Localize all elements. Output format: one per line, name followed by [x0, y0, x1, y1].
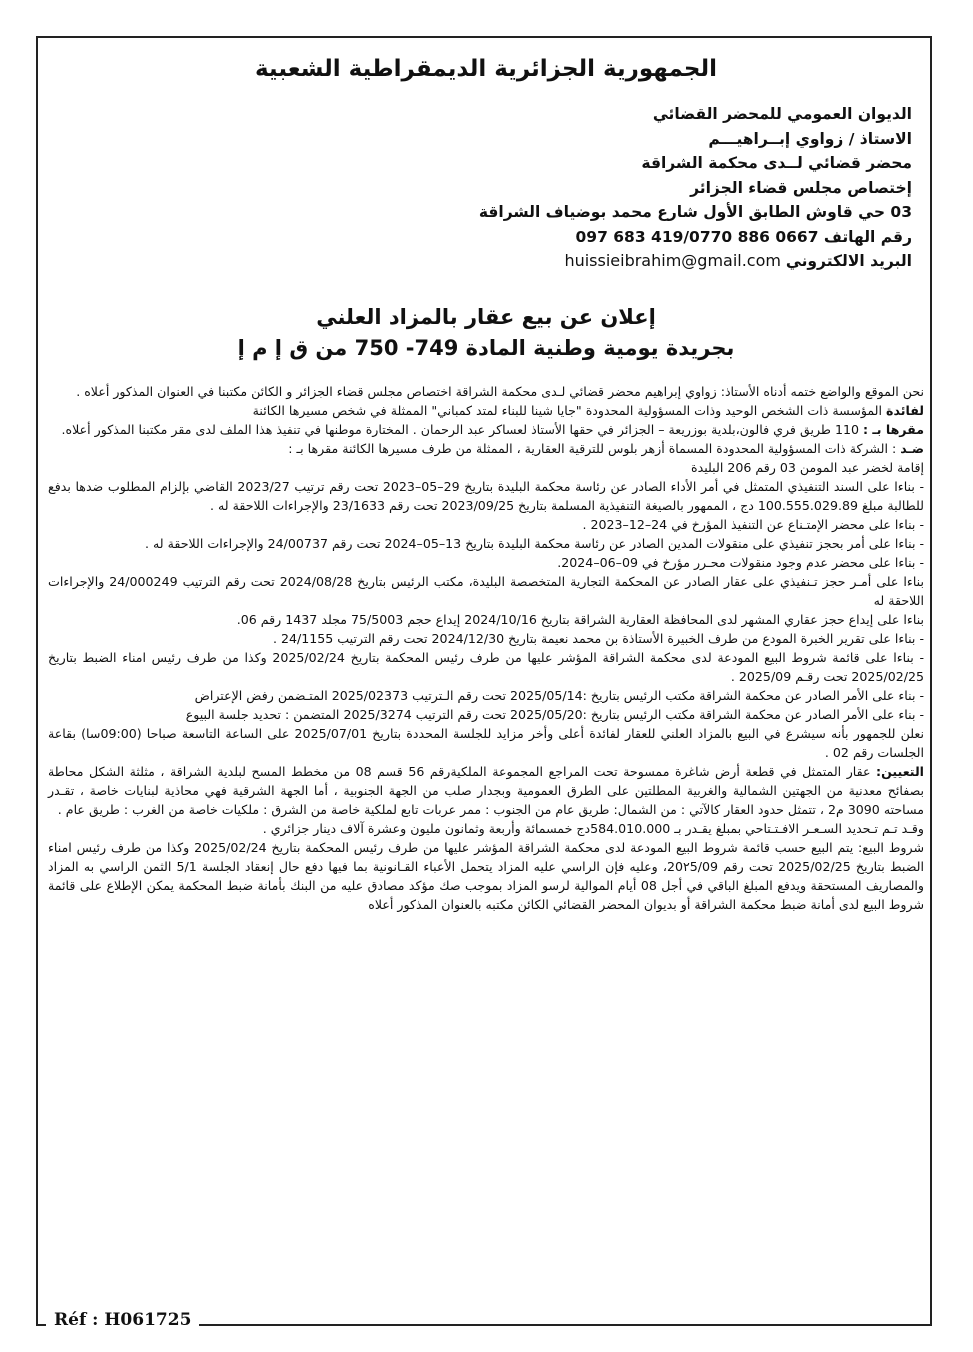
- republic-heading: الجمهورية الجزائرية الديمقراطية الشعبية: [254, 56, 718, 82]
- against-address: إقامة لخضر عبد المومن 03 رقم 206 البليدة: [691, 459, 924, 475]
- auction-announcement: نعلن للجمهور بأنه سيشرع في البيع بالمزاد العلني للعقار لفائدة أعلى وأخر مزايد للجلسة المحددة بتاريخ 2025/07/01 على الساعة التاسعة صباحا (09:00سا) بقاعة الجلسات رقم 02 .: [48, 725, 924, 760]
- designation-text: عقار المتمثل في قطعة أرض شاغرة ممسوحة تحت المراجع المجموعة الملكيةرقم 56 قسم 08 من مخطط المسح لبلدية الشراقة ، مثلثة الشكل محاطة بصفائح معدنية من الجهتين الشمالية والغربية المطلتين على الطرق العمومية وبجدار صلب من الجهة الجنوبية ، أما الجهة الشرقية فهي محاذية لبنايات خاصة ، تقـدر مساحته 3090 م2 ، تتمثل حدود العقار كالآتي : من الشمال: طريق عام من الجنوب : ممر عربات تابع لملكية خاصة من الشرق : ملكيات خاصة من الغرب : طريق عام .: [48, 763, 924, 817]
- legal-basis-item: - بناءا على تقرير الخبرة المودع من طرف الخبيرة الأستاذة بن محمد نعيمة بتاريخ 2024/12/30 تحت رقم الترتيب 24/1155 .: [272, 630, 924, 646]
- title-line-2: بجريدة يومية وطنية المادة 749- 750 من ق إ م إ: [237, 335, 735, 360]
- legal-basis-item: - بناء على الأمر الصادر عن محكمة الشراقة مكتب الرئيس بتاريخ :2025/05/14 تحت رقم الـترتيب 2025/02373 المتـضمن رفض الإعتراض: [194, 687, 924, 703]
- phone-line: [44, 225, 912, 250]
- email-label: البريد الالكتروني: [785, 252, 912, 270]
- office-address: 03 حي قاوش الطابق الأول شارع محمد بوضياف الشراقة: [478, 203, 912, 221]
- court-name: محضر قضائي لــدى محكمة الشراقة: [641, 154, 912, 172]
- legal-basis-item: - بناءا على السند التنفيذي المتمثل في أمر الأداء الصادر عن رئاسة محكمة البليدة بتاريخ 29–05–2023 تحت رقم ترتيب 2023/27 القاضي بإلزام المطلوب ضدها بدفع للطالبة مبلغ 100.555.029.89 دج ، الممهور بالصيغة التنفيذية المسلمة بتاريخ 2023/09/25 تحت رقم 23/1633 والإجراءات اللاحقة له .: [48, 478, 925, 513]
- notice-title: [44, 302, 928, 364]
- bailiff-header: [44, 102, 928, 274]
- headquarters-paragraph: [48, 420, 924, 439]
- opening-price: وقـد تـم تـحديد السـعـر الافـتـتاحي بمبلغ يقـدر بـ 584.010.000دج خمسمائة وأربعة وثمانون مليون وعشرة آلاف دينار جزائري .: [262, 820, 924, 836]
- legal-basis-item: - بناءا على محضر عدم وجود منقولات محـرر مؤرخ في 09–06–2024.: [557, 554, 924, 570]
- notice-body: [44, 382, 928, 914]
- beneficiary-text: المؤسسة ذات الشخص الوحيد وذات المسؤولية المحدودة "جايا شينا للبناء لمتد كمباني" الممثلة في شخص مسيرها الكائنة: [252, 402, 887, 418]
- designation-paragraph: [48, 762, 924, 819]
- reference-code: Réf : H061725: [46, 1310, 199, 1330]
- legal-basis-item: - بناء على الأمر الصادر عن محكمة الشراقة مكتب الرئيس بتاريخ :2025/05/20 تحت رقم الترتيب 2025/3274 المتضمن : تحديد جلسة البيوع: [185, 706, 924, 722]
- email-address: huissieibrahim@gmail.com: [564, 251, 781, 270]
- bailiff-name: الاستاذ / زواوي إبــراهيـــم: [708, 129, 912, 148]
- title-line-1: إعلان عن بيع عقار بالمزاد العلني: [316, 304, 656, 329]
- sale-terms: شروط البيع: يتم البيع حسب قائمة شروط البيع المودعة لدى محكمة الشراقة المؤشر عليها من طرف رئيس المحكمة بتاريخ 2025/02/24 وكذا من طرف رئيس امناء الضبط بتاريخ 2025/02/25 تحت رقم 20٢5/09، وعليه فإن الراسي عليه المزاد يتحمل الأعباء القـانونية بما فيها دفع حال إنعقاد الجلسة 5/1 الثمن الراسي به المزاد والمصاريف المستحقة ويدفع المبلغ الباقي في أجل 08 أيام الموالية لرسو المزاد بموجب صك مؤكد مصادق عليه من البنك بأمانة ضبط المحكمة يمكن الإطلاع على قائمة شروط البيع لدى أمانة ضبط محكمة الشراقة أو بديوان المحضر القضائي الكائن مكتبه بالعنوان المذكور أعلاه: [48, 839, 925, 912]
- against-text: : الشركة ذات المسؤولية المحدودة المسماة أزهر بلوس للترقية العقارية ، الممثلة من طرف مسيرها الكائنة مقرها بـ :: [288, 440, 901, 456]
- beneficiary-label: لفائدة: [886, 402, 924, 418]
- email-line: [44, 249, 912, 274]
- legal-basis-item: - بناءا على قائمة شروط البيع المودعة لدى محكمة الشراقة المؤشر عليها من طرف رئيس المحكمة بتاريخ 2025/02/24 وكذا من طرف رئيس امناء الضبط بتاريخ 2025/02/25 تحت رقـم 2025/09 .: [48, 649, 924, 684]
- jurisdiction: إختصاص مجلس قضاء الجزائر: [690, 178, 912, 197]
- against-paragraph: [48, 439, 924, 458]
- beneficiary-paragraph: [48, 401, 924, 420]
- legal-basis-item: بناءا على إيداع حجز عقاري المشهر لدى المحافظة العقارية الشراقة بتاريخ 2024/10/16 إيداع حجم 75/5003 مجلد 1437 رقم 06.: [236, 611, 924, 627]
- office-name: الديوان العمومي للمحضر القضائي: [652, 105, 912, 123]
- phone-number: 0667 886 419/0770 683 097: [575, 227, 819, 246]
- intro-paragraph: نحن الموقع والواضع ختمه أدناه الأستاذ: زواوي إبراهيم محضر قضائي لـدى محكمة الشراقة اختصاص مجلس قضاء الجزائر و الكائن مكتبنا في العنوان المذكور أعلاه .: [76, 383, 924, 399]
- headquarters-label: مقرها بـ :: [863, 421, 924, 437]
- designation-label: التعيين:: [876, 763, 924, 779]
- legal-notice: [44, 56, 928, 914]
- legal-basis-item: - بناءا على محضر الإمتـناع عن التنفيذ المؤرخ في 24–12–2023 .: [582, 516, 924, 532]
- legal-basis-item: - بناءا على أمر بحجز تنفيذي على منقولات المدين الصادر عن رئاسة محكمة البليدة بتاريخ 13–05–2024 تحت رقم 24/00737 والإجراءات اللاحقة له .: [145, 535, 924, 551]
- headquarters-text: 110 طريق فري فالون،بلدية بوزريعة – الجزائر في حقها الأستاذ لعساكر عبد الرحمان . المختارة موطنها في تنفيذ هذا الملف لدى مقر مكتبنا المذكور أعلاه.: [61, 421, 863, 437]
- legal-basis-item: بناءا على أمـر حجز تـنفيذي على عقار الصادر عن المحكمة التجارية المتخصصة البليدة، مكتب الرئيس بتاريخ 2024/08/28 تحت رقم الترتيب 24/000249 والإجراءات اللاحقة له: [48, 573, 924, 608]
- against-label: ضـد: [900, 440, 924, 456]
- phone-label: رقم الهاتف: [823, 227, 912, 246]
